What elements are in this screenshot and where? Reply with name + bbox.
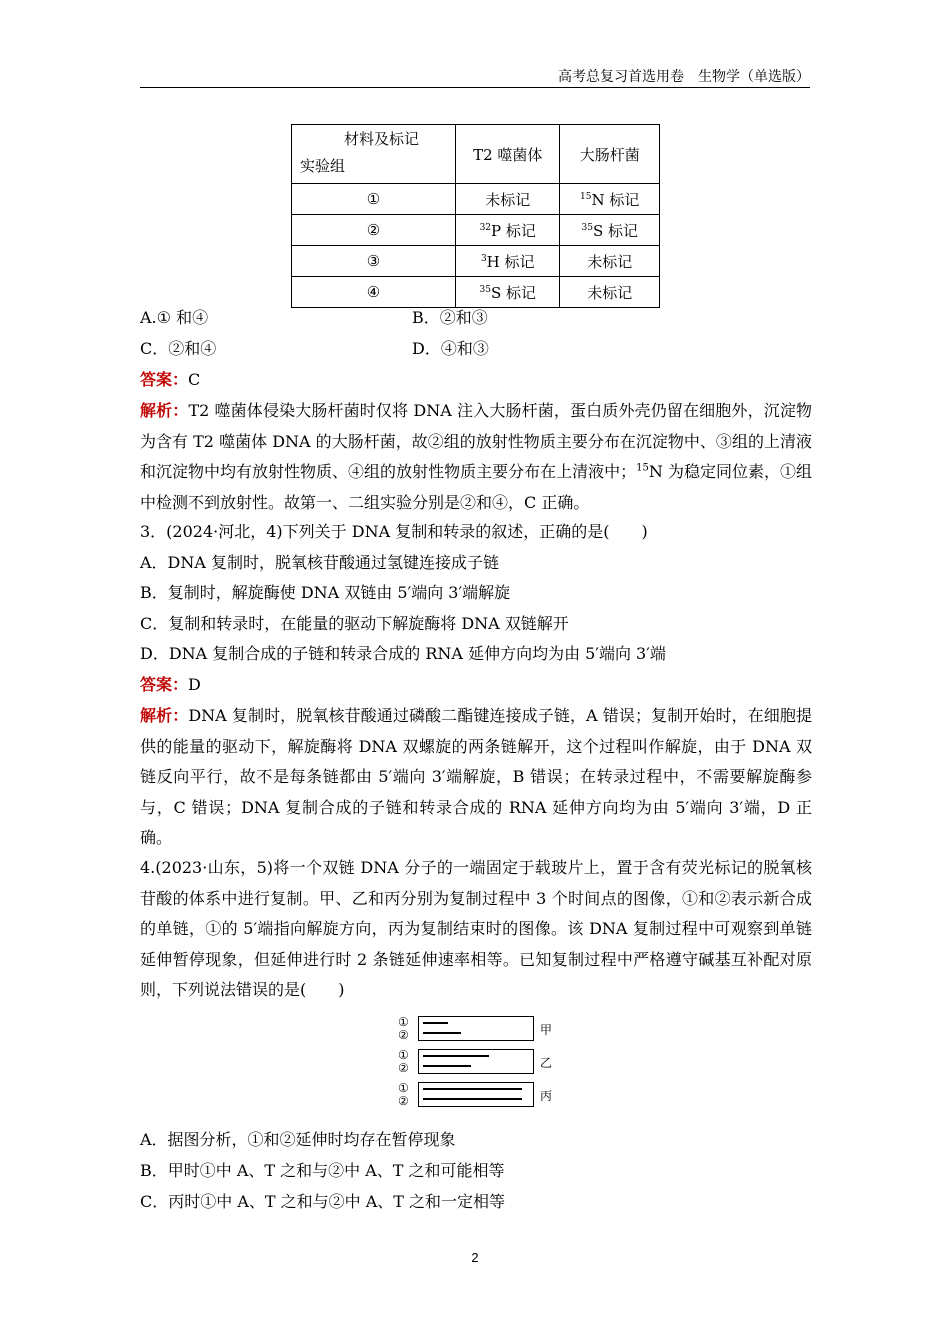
strand1-label: ① — [398, 1015, 409, 1029]
analysis-text-2: N 为稳定同位素，①组中检测不到放射性。故第一、二组实验分别是②和④，C 正确。 — [140, 462, 812, 512]
q3-analysis — [140, 701, 812, 854]
phage-sup: 3 — [480, 253, 487, 264]
strand1-label: ① — [398, 1081, 409, 1095]
q2-option-c: C．②和④ — [140, 339, 217, 358]
table-row — [292, 246, 660, 277]
page-number: 2 — [471, 1250, 479, 1265]
col-header-phage: T2 噬菌体 — [456, 125, 560, 184]
ecoli-label: 未标记 — [587, 283, 633, 302]
group-cell: ④ — [292, 277, 456, 308]
experiment-table — [291, 124, 660, 308]
q3-answer — [140, 670, 812, 701]
answer-label: 答案： — [140, 675, 189, 694]
table-row — [292, 215, 660, 246]
q4-option-a: A．据图分析，①和②延伸时均存在暂停现象 — [140, 1130, 456, 1149]
strand2-bar — [423, 1098, 522, 1100]
q2-answer — [140, 365, 812, 396]
strand1-label: ① — [398, 1048, 409, 1062]
corner-top-label: 材料及标记 — [344, 130, 420, 148]
ecoli-sup: 35 — [581, 222, 593, 233]
phage-sup: 35 — [479, 284, 491, 295]
strand-box — [418, 1049, 534, 1074]
strand2-label: ② — [398, 1061, 409, 1075]
ecoli-cell — [560, 246, 660, 277]
q3-option-c: C．复制和转录时，在能量的驱动下解旋酶将 DNA 双链解开 — [140, 614, 569, 633]
strand2-bar — [423, 1032, 461, 1034]
phage-label: S 标记 — [490, 283, 536, 302]
ecoli-cell — [560, 277, 660, 308]
phage-sup: 32 — [479, 222, 492, 233]
strand1-bar — [423, 1022, 448, 1024]
q3-option-d: D．DNA 复制合成的子链和转录合成的 RNA 延伸方向均为由 5′端向 3′端 — [140, 644, 666, 663]
q4-option-c: C．丙时①中 A、T 之和与②中 A、T 之和一定相等 — [140, 1192, 506, 1211]
answer-value: C — [188, 370, 201, 389]
table-corner-cell — [292, 125, 456, 184]
q2-option-d: D．④和③ — [412, 339, 489, 358]
q3-stem: 3．(2024·河北，4)下列关于 DNA 复制和转录的叙述，正确的是( ) — [140, 522, 648, 541]
phage-cell — [456, 215, 560, 246]
q2-analysis — [140, 396, 812, 518]
strand-box — [418, 1016, 534, 1041]
strand1-bar — [423, 1055, 489, 1057]
answer-value: D — [188, 675, 201, 694]
q2-option-b: B．②和③ — [412, 308, 488, 327]
analysis-label: 解析： — [140, 401, 189, 420]
answer-label: 答案： — [140, 370, 189, 389]
strand2-label: ② — [398, 1028, 409, 1042]
analysis-text-1: T2 噬菌体侵染大肠杆菌时仅将 DNA 注入大肠杆菌，蛋白质外壳仍留在细胞外，沉淀物为含有 T2 噬菌体 DNA 的大肠杆菌，故②组的放射性物质主要分布在沉淀物中、③组的上清液和沉淀物中均有放射性物质、④组的放射性物质主要分布在上清液中； — [140, 401, 812, 481]
strand1-bar — [423, 1088, 522, 1090]
phage-label: 未标记 — [485, 190, 531, 209]
col-header-ecoli: 大肠杆菌 — [560, 125, 660, 184]
group-cell: ③ — [292, 246, 456, 277]
q4-stem: 4.(2023·山东，5)将一个双链 DNA 分子的一端固定于载玻片上，置于含有荧光标记的脱氧核苷酸的体系中进行复制。甲、乙和丙分别为复制过程中 3 个时间点的图像，①和②表示新合成的单链，①的 5′端指向解旋方向，丙为复制结束时的图像。该 DNA 复制过程中可观察到单链延伸暂停现象，但延伸进行时 2 条链延伸速率相等。已知复制过程中严格遵守碱基互补配对原则，下列说法错误的是( ) — [140, 858, 812, 999]
corner-bottom-label: 实验组 — [300, 157, 346, 175]
ecoli-label: 未标记 — [587, 252, 633, 271]
q3-option-a: A．DNA 复制时，脱氧核苷酸通过氢键连接成子链 — [140, 553, 500, 572]
q2-option-a: A.① 和④ — [140, 308, 209, 327]
phage-label: H 标记 — [486, 252, 535, 271]
phage-cell — [456, 246, 560, 277]
analysis-sup: 15 — [636, 462, 649, 474]
group-cell: ② — [292, 215, 456, 246]
strand2-label: ② — [398, 1094, 409, 1108]
page-header: 高考总复习首选用卷 生物学（单选版） — [558, 69, 810, 85]
ecoli-label: N 标记 — [591, 190, 640, 209]
ecoli-sup: 15 — [580, 191, 592, 202]
ecoli-cell — [560, 184, 660, 215]
q3-option-b: B．复制时，解旋酶使 DNA 双链由 5′端向 3′端解旋 — [140, 583, 511, 602]
q4-option-b: B．甲时①中 A、T 之和与②中 A、T 之和可能相等 — [140, 1161, 505, 1180]
analysis-text: DNA 复制时，脱氧核苷酸通过磷酸二酯键连接成子链，A 错误；复制开始时，在细胞提供的能量的驱动下，解旋酶将 DNA 双螺旋的两条链解开，这个过程叫作解旋，由于 DNA 双链反向平行，故不是每条链都由 5′端向 3′端解旋，B 错误；在转录过程中，不需要解旋酶参与，C 错误；DNA 复制合成的子链和转录合成的 RNA 延伸方向均为由 5′端向 3′端，D 正确。 — [140, 706, 812, 847]
ecoli-cell — [560, 215, 660, 246]
phage-label: P 标记 — [491, 221, 536, 240]
analysis-label: 解析： — [140, 706, 189, 725]
ecoli-label: S 标记 — [592, 221, 638, 240]
group-cell: ① — [292, 184, 456, 215]
figure-label-yi: 乙 — [540, 1056, 553, 1070]
figure-label-jia: 甲 — [540, 1023, 553, 1037]
figure-label-bing: 丙 — [540, 1089, 553, 1103]
strand2-bar — [423, 1065, 471, 1067]
phage-cell — [456, 184, 560, 215]
header-rule — [140, 87, 810, 88]
strand-box — [418, 1082, 534, 1107]
table-row — [292, 184, 660, 215]
